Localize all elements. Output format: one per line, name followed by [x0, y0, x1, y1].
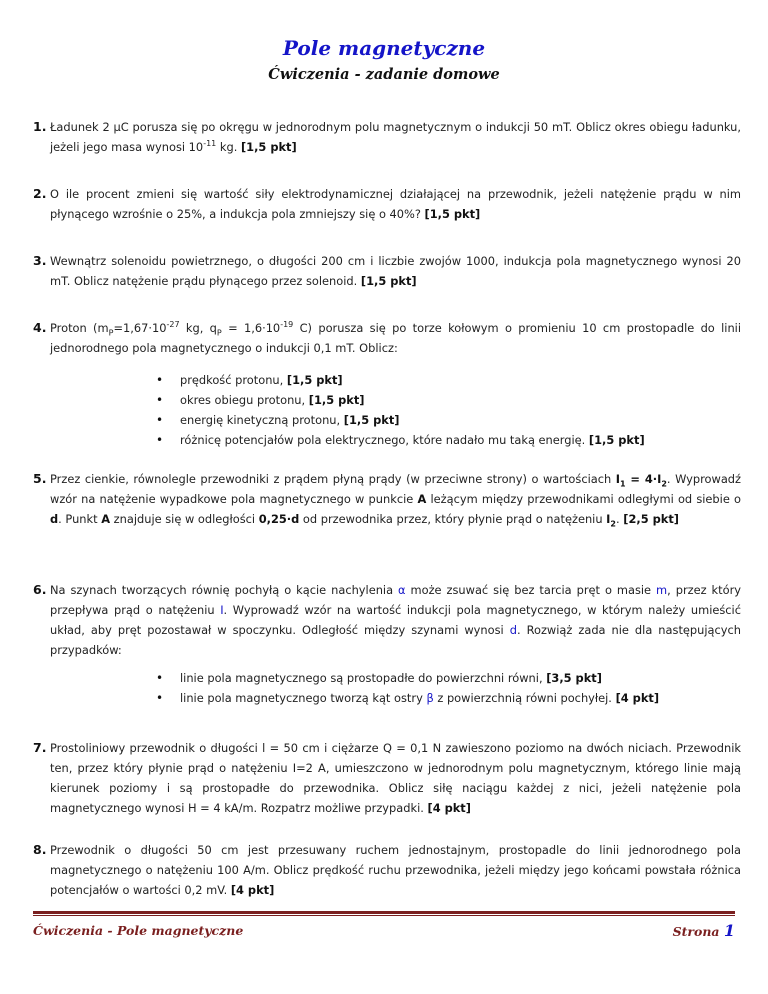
page-number: Strona 1: [672, 921, 735, 940]
task-6: [33, 580, 741, 660]
list-item: • linie pola magnetycznego są prostopadłe do powierzchni równi, [3,5 pkt]: [156, 668, 659, 688]
page-title: Pole magnetyczne: [282, 36, 486, 60]
list-item: • prędkość protonu, [1,5 pkt]: [156, 370, 645, 390]
list-item: • linie pola magnetycznego tworzą kąt ostry β z powierzchnią równi pochyłej. [4 pkt]: [156, 688, 659, 708]
task-text: Ładunek 2 µC porusza się po okręgu w jednorodnym polu magnetycznym o indukcji 50 mT. Oblicz okres obiegu ładunku, jeżeli jego masa wynosi $10^{-11}$ kg. [1,5 pkt]: [50, 120, 741, 154]
task-1: [33, 117, 741, 157]
task-6-subitems: [156, 668, 659, 708]
task-2: [33, 184, 741, 224]
list-item: • różnicę potencjałów pola elektrycznego, które nadało mu taką energię. [1,5 pkt]: [156, 430, 645, 450]
task-points: [2,5 pkt]: [623, 512, 679, 526]
list-item: • okres obiegu protonu, [1,5 pkt]: [156, 390, 645, 410]
page-subtitle: Ćwiczenia - zadanie domowe: [268, 66, 500, 83]
task-text: O ile procent zmieni się wartość siły elektrodynamicznej działającej na przewodnik, jeżeli natężenie prądu w nim płynącego wzrośnie o 25%, a indukcja pola zmniejszy się o 40%? [1,5 pkt]: [50, 187, 741, 221]
task-number: 1.: [33, 119, 47, 134]
task-number: 4.: [33, 320, 47, 335]
task-number: 7.: [33, 740, 47, 755]
task-5: [33, 469, 741, 529]
footer-divider: [33, 911, 735, 914]
beta-symbol: β: [426, 691, 434, 705]
task-points: [1,5 pkt]: [424, 207, 481, 221]
task-number: 3.: [33, 253, 47, 268]
task-3: [33, 251, 741, 291]
task-7: [33, 738, 741, 818]
task-number: 2.: [33, 186, 47, 201]
task-text: Przewodnik o długości 50 cm jest przesuwany ruchem jednostajnym, prostopadle do linii jednorodnego pola magnetycznego o natężeniu 100 A/m. Oblicz prędkość ruchu przewodnika, jeżeli między jego końcami powstała różnica potencjałów o wartości 0,2 mV. [4 pkt]: [50, 843, 741, 897]
task-number: 8.: [33, 842, 47, 857]
task-points: [1,5 pkt]: [240, 140, 297, 154]
list-item: • energię kinetyczną protonu, [1,5 pkt]: [156, 410, 645, 430]
task-text: Wewnątrz solenoidu powietrznego, o długości 200 cm i liczbie zwojów 1000, indukcja pola magnetycznego wynosi 20 mT. Oblicz natężenie prądu płynącego przez solenoid. [1,5 pkt]: [50, 254, 741, 288]
task-points: [4 pkt]: [230, 883, 275, 897]
task-points: [1,5 pkt]: [360, 274, 417, 288]
footer-divider-thin: [33, 915, 735, 916]
alpha-symbol: α: [398, 583, 406, 597]
task-number: 5.: [33, 471, 47, 486]
task-4-subitems: [156, 370, 645, 450]
task-text: Przez cienkie, równolegle przewodniki z prądem płyną prądy (w przeciwne strony) o wartościach $I_1 = 4\cdot I_2$. Wyprowadź wzór na natężenie wypadkowe pola magnetycznego w punkcie A leżącym między przewodnikami odległymi od siebie o d. Punkt A znajduje się w odległości 0,25·d od przewodnika przez, który płynie prąd o natężeniu $I_2$. [2,5 pkt]: [50, 472, 742, 529]
task-8: [33, 840, 741, 900]
task-text: Prostoliniowy przewodnik o długości l = 50 cm i ciężarze Q = 0,1 N zawieszono poziomo na dwóch niciach. Przewodnik ten, przez który płynie prąd o natężeniu I=2 A, umieszczono w jednorodnym polu magnetycznym, którego linie mają kierunek poziomy i są prostopadłe do przewodnika. Oblicz siłę naciągu każdej z nici, jeżeli natężenie pola magnetycznego wynosi H = 4 kA/m. Rozpatrz możliwe przypadki. [4 pkt]: [50, 741, 741, 815]
task-text: Proton ($m_P=1,67\cdot 10^{-27}$ kg, $q_P = 1,6\cdot 10^{-19}$ C) porusza się po torze kołowym o promieniu 10 cm prostopadle do linii jednorodnego pola magnetycznego o indukcji 0,1 mT. Oblicz:: [50, 320, 741, 355]
task-4: [33, 318, 741, 358]
task-number: 6.: [33, 582, 47, 597]
footer-title: Ćwiczenia - Pole magnetyczne: [33, 923, 244, 938]
task-points: [4 pkt]: [427, 801, 471, 815]
task-text: Na szynach tworzących równię pochyłą o kącie nachylenia α może zsuwać się bez tarcia pręt o masie m, przez który przepływa prąd o natężeniu I. Wyprowadź wzór na wartość indukcji pola magnetycznego, w którym należy umieścić układ, aby pręt pozostawał w spoczynku. Odległość między szynami wynosi d. Rozwiąż zada nie dla następujących przypadków:: [50, 583, 742, 657]
